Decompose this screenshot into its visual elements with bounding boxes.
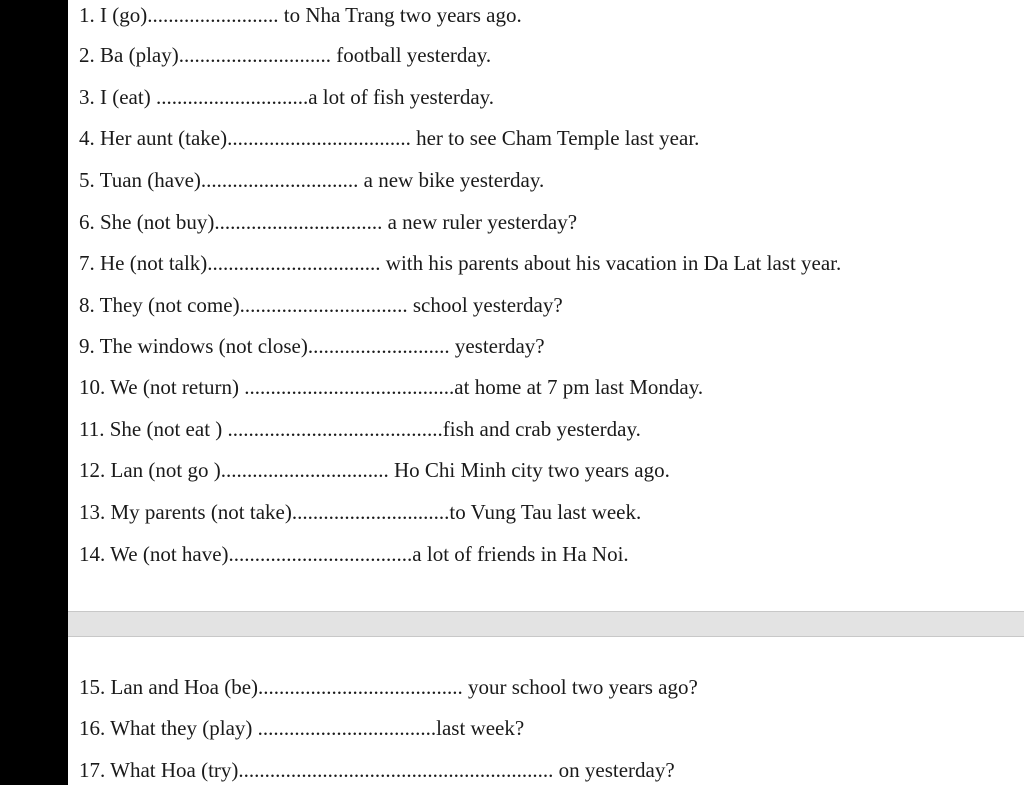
exercise-number: 15. (79, 675, 106, 699)
worksheet-page (68, 0, 1024, 785)
exercise-11 (79, 415, 641, 443)
exercise-number: 5. (79, 168, 95, 192)
exercise-2 (79, 41, 491, 69)
exercise-1 (79, 1, 522, 29)
exercise-number: 17. (79, 758, 106, 782)
exercise-text: She (not eat ) .........................................fish and crab yesterday. (109, 417, 641, 441)
exercise-text: I (eat) .............................a lot of fish yesterday. (100, 85, 495, 109)
exercise-3 (79, 83, 494, 111)
exercise-16 (79, 714, 524, 742)
exercise-text: Lan (not go )................................ Ho Chi Minh city two years ago. (110, 458, 670, 482)
exercise-text: We (not return) ........................................at home at 7 pm last Monday. (110, 375, 704, 399)
exercise-text: I (go)......................... to Nha Trang two years ago. (100, 3, 522, 27)
exercise-text: The windows (not close)........................... yesterday? (99, 334, 545, 358)
exercise-number: 13. (79, 500, 106, 524)
exercise-7 (79, 249, 841, 277)
exercise-13 (79, 498, 641, 526)
exercise-9 (79, 332, 545, 360)
exercise-number: 14. (79, 542, 106, 566)
exercise-text: What Hoa (try)............................................................ on yesterday? (110, 758, 675, 782)
exercise-number: 7. (79, 251, 95, 275)
exercise-number: 1. (79, 3, 95, 27)
exercise-text: My parents (not take)..............................to Vung Tau last week. (110, 500, 642, 524)
exercise-number: 8. (79, 293, 95, 317)
exercise-text: Lan and Hoa (be)....................................... your school two years ago? (110, 675, 698, 699)
exercise-text: Her aunt (take)................................... her to see Cham Temple last year. (100, 126, 700, 150)
exercise-10 (79, 373, 703, 401)
exercise-text: Tuan (have).............................. a new bike yesterday. (99, 168, 545, 192)
exercise-number: 16. (79, 716, 106, 740)
page-break-divider (68, 611, 1024, 637)
exercise-4 (79, 124, 699, 152)
exercise-number: 4. (79, 126, 95, 150)
exercise-text: We (not have)...................................a lot of friends in Ha Noi. (110, 542, 629, 566)
exercise-14 (79, 540, 629, 568)
exercise-text: What they (play) ..................................last week? (110, 716, 525, 740)
exercise-12 (79, 456, 670, 484)
exercise-number: 10. (79, 375, 106, 399)
exercise-15 (79, 673, 698, 701)
exercise-text: Ba (play)............................. football yesterday. (100, 43, 492, 67)
exercise-number: 11. (79, 417, 105, 441)
exercise-17 (79, 756, 675, 784)
exercise-number: 6. (79, 210, 95, 234)
exercise-8 (79, 291, 563, 319)
exercise-number: 12. (79, 458, 106, 482)
exercise-text: He (not talk)................................. with his parents about his vacation in Da Lat last year. (100, 251, 842, 275)
exercise-number: 2. (79, 43, 95, 67)
exercise-text: They (not come)................................ school yesterday? (99, 293, 563, 317)
exercise-text: She (not buy)................................ a new ruler yesterday? (100, 210, 578, 234)
exercise-number: 9. (79, 334, 95, 358)
exercise-5 (79, 166, 544, 194)
exercise-number: 3. (79, 85, 95, 109)
exercise-6 (79, 208, 577, 236)
